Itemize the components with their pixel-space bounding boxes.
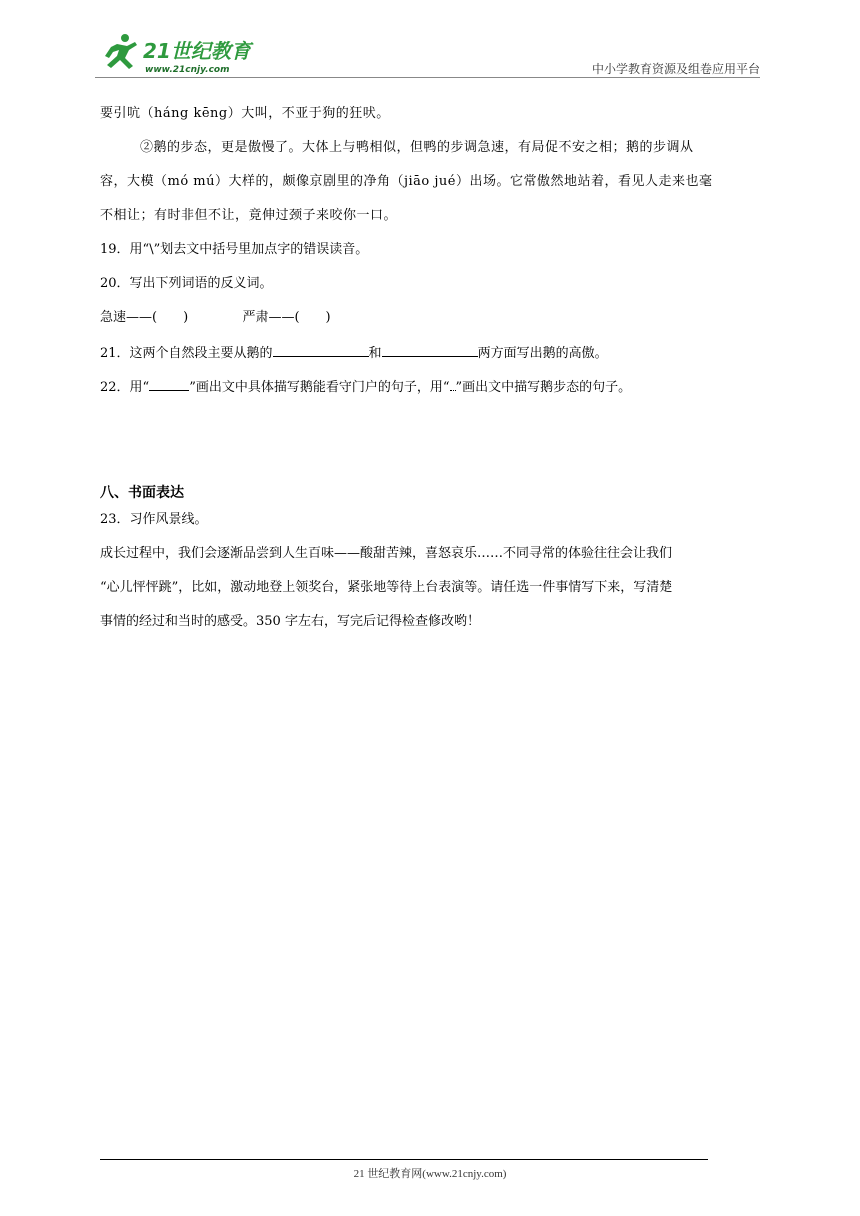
antonym-item: 严肃——( ) <box>242 310 331 325</box>
question-21-text: 21．这两个自然段主要从鹅的 <box>100 346 273 361</box>
prompt-line: 成长过程中，我们会逐渐品尝到人生百味——酸甜苦辣，喜怒哀乐……不同寻常的体验往往会让我们 <box>100 546 673 561</box>
question-20-items <box>100 308 331 328</box>
prompt-line: 事情的经过和当时的感受。350 字左右，写完后记得检查修改哟！ <box>100 614 480 629</box>
passage-line: 不相让；有时非但不让，竟伸过颈子来咬你一口。 <box>100 208 398 223</box>
question-21 <box>100 342 608 364</box>
platform-title: 中小学教育资源及组卷应用平台 <box>591 62 760 76</box>
footer-text: 21 世纪教育网(www.21cnjy.com) <box>353 1168 507 1180</box>
question-23: 23．习作风景线。 <box>100 512 208 527</box>
passage-line: 容，大模（mó mú）大样的，颇像京剧里的净角（jiāo jué）出场。它常傲然地站着，看见人走来也毫 <box>100 174 713 189</box>
passage-line: 要引吭（háng kēng）大叫，不亚于狗的狂吠。 <box>100 106 390 121</box>
footer-divider <box>100 1159 708 1160</box>
question-22 <box>100 376 631 398</box>
header-divider <box>95 77 760 78</box>
logo <box>95 32 275 76</box>
answer-blank <box>382 342 478 357</box>
underline-sample <box>149 376 189 391</box>
question-20: 20．写出下列词语的反义词。 <box>100 276 273 291</box>
prompt-line: “心儿怦怦跳”，比如，激动地登上领奖台，紧张地等待上台表演等。请任选一件事情写下来，写清楚 <box>100 580 673 595</box>
question-22-text: 22．用“ <box>100 380 150 395</box>
page-header <box>95 30 760 78</box>
logo-url: www.21cnjy.com <box>145 65 230 75</box>
section-title: 八、书面表达 <box>100 484 184 500</box>
runner-icon <box>105 34 137 69</box>
answer-blank <box>273 342 369 357</box>
passage-line: ②鹅的步态，更是傲慢了。大体上与鸭相似，但鸭的步调急速，有局促不安之相；鹅的步调从 <box>140 140 694 155</box>
logo-text: 21世纪教育 <box>143 39 251 63</box>
antonym-item: 急速——( ) <box>100 310 189 325</box>
question-22-text: ”画出文中描写鹅步态的句子。 <box>455 380 632 395</box>
question-22-text: ”画出文中具体描写鹅能看守门户的句子，用“ <box>189 380 450 395</box>
question-21-text: 两方面写出鹅的高傲。 <box>477 346 608 361</box>
question-19: 19．用“\”划去文中括号里加点字的错误读音。 <box>100 242 369 257</box>
question-21-text: 和 <box>368 346 382 361</box>
